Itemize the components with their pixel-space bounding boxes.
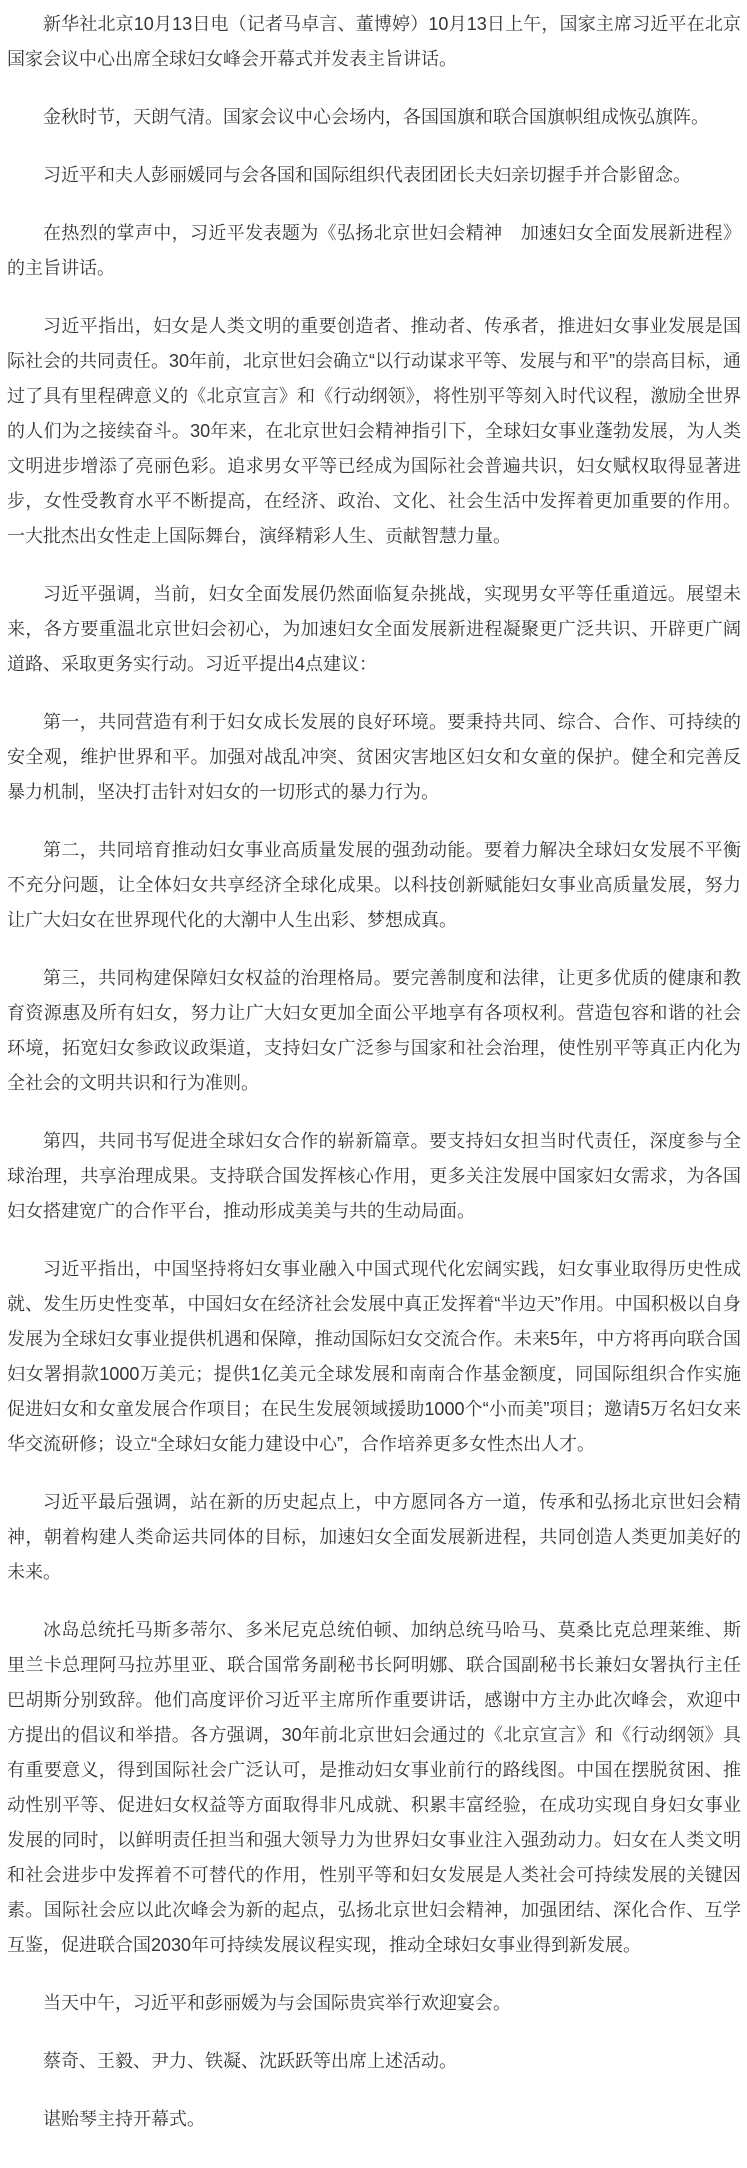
- article-paragraph: 习近平和夫人彭丽媛同与会各国和国际组织代表团团长夫妇亲切握手并合影留念。: [43, 165, 691, 185]
- article-paragraph: 习近平强调，当前，妇女全面发展仍然面临复杂挑战，实现男女平等任重道远。展望未来，各方要重温北京世妇会初心，为加速妇女全面发展新进程凝聚更广泛共识、开辟更广阔道路、采取更务实行动。习近平提出4点建议：: [7, 584, 741, 674]
- article-body: [7, 7, 741, 2137]
- article-paragraph: 蔡奇、王毅、尹力、铁凝、沈跃跃等出席上述活动。: [43, 2051, 457, 2071]
- article-paragraph: 第一，共同营造有利于妇女成长发展的良好环境。要秉持共同、综合、合作、可持续的安全观，维护世界和平。加强对战乱冲突、贫困灾害地区妇女和女童的保护。健全和完善反暴力机制，坚决打击针对妇女的一切形式的暴力行为。: [7, 712, 741, 802]
- article-paragraph: 习近平指出，中国坚持将妇女事业融入中国式现代化宏阔实践，妇女事业取得历史性成就、发生历史性变革，中国妇女在经济社会发展中真正发挥着“半边天”作用。中国积极以自身发展为全球妇女事业提供机遇和保障，推动国际妇女交流合作。未来5年，中方将再向联合国妇女署捐款1000万美元；提供1亿美元全球发展和南南合作基金额度，同国际组织合作实施促进妇女和女童发展合作项目；在民生发展领域援助1000个“小而美”项目；邀请5万名妇女来华交流研修；设立“全球妇女能力建设中心”，合作培养更多女性杰出人才。: [7, 1259, 741, 1454]
- article-paragraph: 习近平指出，妇女是人类文明的重要创造者、推动者、传承者，推进妇女事业发展是国际社会的共同责任。30年前，北京世妇会确立“以行动谋求平等、发展与和平”的崇高目标，通过了具有里程碑意义的《北京宣言》和《行动纲领》，将性别平等刻入时代议程，激励全世界的人们为之接续奋斗。30年来，在北京世妇会精神指引下，全球妇女事业蓬勃发展，为人类文明进步增添了亮丽色彩。追求男女平等已经成为国际社会普遍共识，妇女赋权取得显著进步，女性受教育水平不断提高，在经济、政治、文化、社会生活中发挥着更加重要的作用。一大批杰出女性走上国际舞台，演绎精彩人生、贡献智慧力量。: [7, 316, 742, 546]
- article-paragraph: 第四，共同书写促进全球妇女合作的崭新篇章。要支持妇女担当时代责任，深度参与全球治理，共享治理成果。支持联合国发挥核心作用，更多关注发展中国家妇女需求，为各国妇女搭建宽广的合作平台，推动形成美美与共的生动局面。: [7, 1131, 741, 1221]
- article-paragraph: 金秋时节，天朗气清。国家会议中心会场内，各国国旗和联合国旗帜组成恢弘旗阵。: [43, 107, 709, 127]
- article-paragraph: 新华社北京10月13日电（记者马卓言、董博婷）10月13日上午，国家主席习近平在北京国家会议中心出席全球妇女峰会开幕式并发表主旨讲话。: [7, 14, 741, 69]
- article-paragraph: 当天中午，习近平和彭丽媛为与会国际贵宾举行欢迎宴会。: [43, 1993, 511, 2013]
- article-paragraph: 习近平最后强调，站在新的历史起点上，中方愿同各方一道，传承和弘扬北京世妇会精神，朝着构建人类命运共同体的目标，加速妇女全面发展新进程，共同创造人类更加美好的未来。: [7, 1492, 741, 1582]
- article-paragraph: 谌贻琴主持开幕式。: [43, 2109, 205, 2129]
- article-paragraph: 冰岛总统托马斯多蒂尔、多米尼克总统伯顿、加纳总统马哈马、莫桑比克总理莱维、斯里兰卡总理阿马拉苏里亚、联合国常务副秘书长阿明娜、联合国副秘书长兼妇女署执行主任巴胡斯分别致辞。他们高度评价习近平主席所作重要讲话，感谢中方主办此次峰会，欢迎中方提出的倡议和举措。各方强调，30年前北京世妇会通过的《北京宣言》和《行动纲领》具有重要意义，得到国际社会广泛认可，是推动妇女事业前行的路线图。中国在摆脱贫困、推动性别平等、促进妇女权益等方面取得非凡成就、积累丰富经验，在成功实现自身妇女事业发展的同时，以鲜明责任担当和强大领导力为世界妇女事业注入强劲动力。妇女在人类文明和社会进步中发挥着不可替代的作用，性别平等和妇女发展是人类社会可持续发展的关键因素。国际社会应以此次峰会为新的起点，弘扬北京世妇会精神，加强团结、深化合作、互学互鉴，促进联合国2030年可持续发展议程实现，推动全球妇女事业得到新发展。: [7, 1620, 741, 1955]
- article-paragraph: 在热烈的掌声中，习近平发表题为《弘扬北京世妇会精神 加速妇女全面发展新进程》的主旨讲话。: [7, 223, 741, 278]
- article-paragraph: 第三，共同构建保障妇女权益的治理格局。要完善制度和法律，让更多优质的健康和教育资源惠及所有妇女，努力让广大妇女更加全面公平地享有各项权利。营造包容和谐的社会环境，拓宽妇女参政议政渠道，支持妇女广泛参与国家和社会治理，使性别平等真正内化为全社会的文明共识和行为准则。: [7, 968, 741, 1093]
- article-paragraph: 第二，共同培育推动妇女事业高质量发展的强劲动能。要着力解决全球妇女发展不平衡不充分问题，让全体妇女共享经济全球化成果。以科技创新赋能妇女事业高质量发展，努力让广大妇女在世界现代化的大潮中人生出彩、梦想成真。: [7, 840, 741, 930]
